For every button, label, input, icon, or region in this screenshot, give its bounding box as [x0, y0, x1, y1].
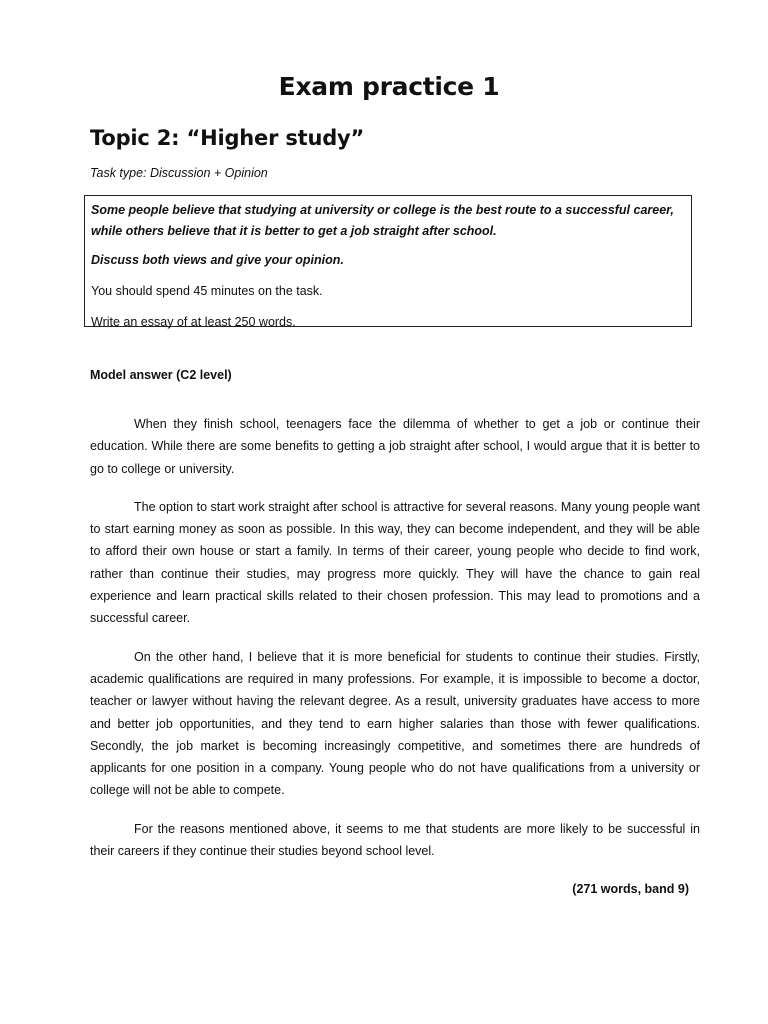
essay-paragraph-intro: When they finish school, teenagers face the dilemma of whether to get a job or continue their education. While there are some benefits to getting a job straight after school, I would argue that it is better to go to college or university. [90, 417, 700, 476]
task-instruction: Discuss both views and give your opinion. [91, 253, 344, 267]
word-count-note: (271 words, band 9) [572, 882, 689, 896]
essay-paragraph-work: The option to start work straight after school is attractive for several reasons. Many young people want to start earning money as soon as possible. In this way, they can become independent, and they will be able to afford their own house or start a family. In terms of their career, young people who decide to find work, rather than continue their studies, may progress more quickly. They will have the chance to gain real experience and learn practical skills related to their chosen profession. This may lead to promotions and a successful career. [90, 499, 700, 626]
page-title: Exam practice 1 [278, 72, 500, 101]
essay-paragraph-study: On the other hand, I believe that it is more beneficial for students to continue their studies. Firstly, academic qualifications are required in many professions. For example, it is impossible to become a doctor, teacher or lawyer without having the relevant degree. As a result, university graduates have access to more and better job opportunities, and they tend to earn higher salaries than those with fewer qualifications. Secondly, the job market is becoming increasingly competitive, and sometimes there are hundreds of applicants for one position in a company. Young people who do not have qualifications from a university or college will not be able to compete. [90, 649, 700, 798]
topic-heading: Topic 2: “Higher study” [90, 126, 365, 150]
task-prompt: Some people believe that studying at university or college is the best route to a successful career, while others believe that it is better to get a job straight after school. [91, 203, 674, 238]
task-type-label: Task type: Discussion + Opinion [90, 166, 268, 180]
model-answer-heading: Model answer (C2 level) [90, 368, 232, 382]
task-length-note: Write an essay of at least 250 words. [91, 315, 296, 329]
task-time-note: You should spend 45 minutes on the task. [91, 284, 323, 298]
essay-body [90, 413, 700, 878]
essay-paragraph-conclusion: For the reasons mentioned above, it seems to me that students are more likely to be successful in their careers if they continue their studies beyond school level. [90, 821, 700, 859]
task-box [84, 195, 692, 327]
